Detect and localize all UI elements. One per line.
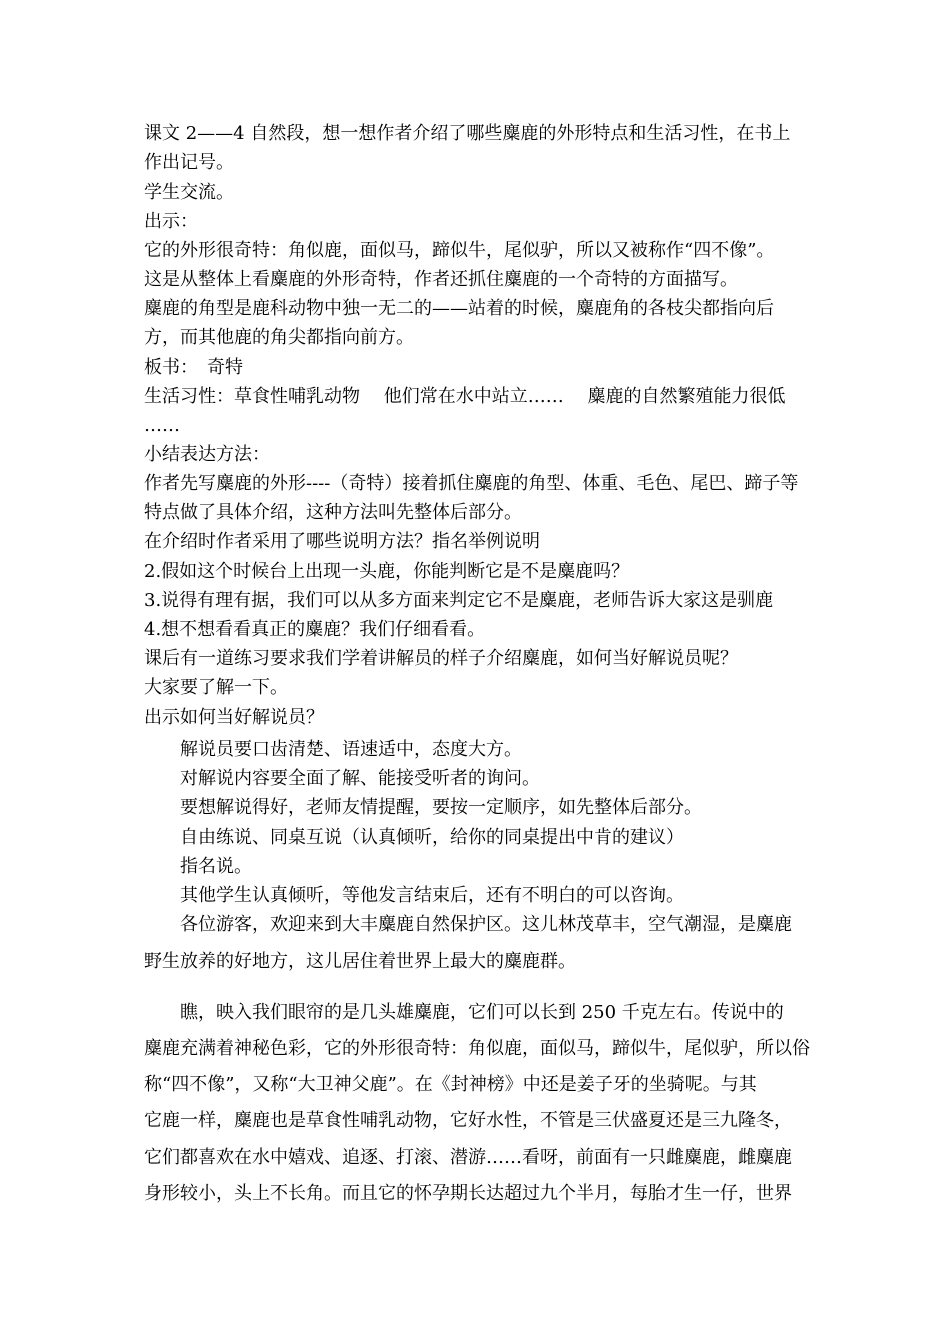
- text-line: 它们都喜欢在水中嬉戏、追逐、打滚、潜游……看呀，前面有一只雌麋鹿，雌麋鹿: [144, 1147, 792, 1168]
- text-line: 3.说得有理有据，我们可以从多方面来判定它不是麋鹿，老师告诉大家这是驯鹿: [144, 590, 774, 611]
- text-line: 这是从整体上看麋鹿的外形奇特，作者还抓住麋鹿的一个奇特的方面描写。: [144, 269, 738, 290]
- text-line: 在介绍时作者采用了哪些说明方法？指名举例说明: [144, 531, 540, 552]
- text-line: 野生放养的好地方，这儿居住着世界上最大的麋鹿群。: [144, 951, 576, 972]
- text-line: 学生交流。: [144, 182, 234, 203]
- text-line: 指名说。: [180, 856, 252, 877]
- text-line: 其他学生认真倾听，等他发言结束后，还有不明白的可以咨询。: [180, 885, 684, 906]
- text-line: 出示如何当好解说员？: [144, 707, 324, 728]
- text-line: ……: [144, 415, 180, 436]
- text-line: 课文 2——4 自然段，想一想作者介绍了哪些麋鹿的外形特点和生活习性，在书上: [144, 123, 791, 144]
- text-line: 瞧，映入我们眼帘的是几头雄麋鹿，它们可以长到 250 千克左右。传说中的: [180, 1002, 784, 1023]
- text-line: 特点做了具体介绍，这种方法叫先整体后部分。: [144, 502, 522, 523]
- text-line: 解说员要口齿清楚、语速适中，态度大方。: [180, 739, 522, 760]
- text-line: 自由练说、同桌互说（认真倾听，给你的同桌提出中肯的建议）: [180, 827, 684, 848]
- text-line: 出示：: [144, 211, 198, 232]
- text-line: 它鹿一样，麋鹿也是草食性哺乳动物，它好水性，不管是三伏盛夏还是三九隆冬，: [144, 1110, 792, 1131]
- text-line: 麋鹿充满着神秘色彩，它的外形很奇特：角似鹿，面似马，蹄似牛，尾似驴，所以俗: [144, 1038, 810, 1059]
- text-line: 各位游客，欢迎来到大丰麋鹿自然保护区。这儿林茂草丰，空气潮湿，是麋鹿: [180, 914, 792, 935]
- text-line: 称“四不像”，又称“大卫神父鹿”。在《封神榜》中还是姜子牙的坐骑呢。与其: [144, 1074, 757, 1095]
- text-line: 作者先写麋鹿的外形----（奇特）接着抓住麋鹿的角型、体重、毛色、尾巴、蹄子等: [144, 473, 799, 494]
- text-line: 作出记号。: [144, 152, 234, 173]
- text-line: 麋鹿的角型是鹿科动物中独一无二的——站着的时候，麋鹿角的各枝尖都指向后: [144, 298, 774, 319]
- text-line: 要想解说得好，老师友情提醒，要按一定顺序，如先整体后部分。: [180, 797, 702, 818]
- text-line: 2.假如这个时候台上出现一头鹿，你能判断它是不是麋鹿吗？: [144, 561, 630, 582]
- text-line: 小结表达方法：: [144, 444, 270, 465]
- text-line: 身形较小，头上不长角。而且它的怀孕期长达超过九个半月，每胎才生一仔，世界: [144, 1183, 792, 1204]
- text-line: 方，而其他鹿的角尖都指向前方。: [144, 327, 414, 348]
- text-line: 课后有一道练习要求我们学着讲解员的样子介绍麋鹿，如何当好解说员呢？: [144, 648, 738, 669]
- board-note: 板书： 奇特: [144, 357, 243, 378]
- text-line: 4.想不想看看真正的麋鹿？我们仔细看看。: [144, 619, 486, 640]
- text-line: 生活习性：草食性哺乳动物 他们常在水中站立…… 麋鹿的自然繁殖能力很低: [144, 386, 786, 407]
- text-line: 大家要了解一下。: [144, 677, 288, 698]
- text-line: 它的外形很奇特：角似鹿，面似马，蹄似牛，尾似驴，所以又被称作“四不像”。: [144, 240, 775, 261]
- text-line: 对解说内容要全面了解、能接受听者的询问。: [180, 768, 540, 789]
